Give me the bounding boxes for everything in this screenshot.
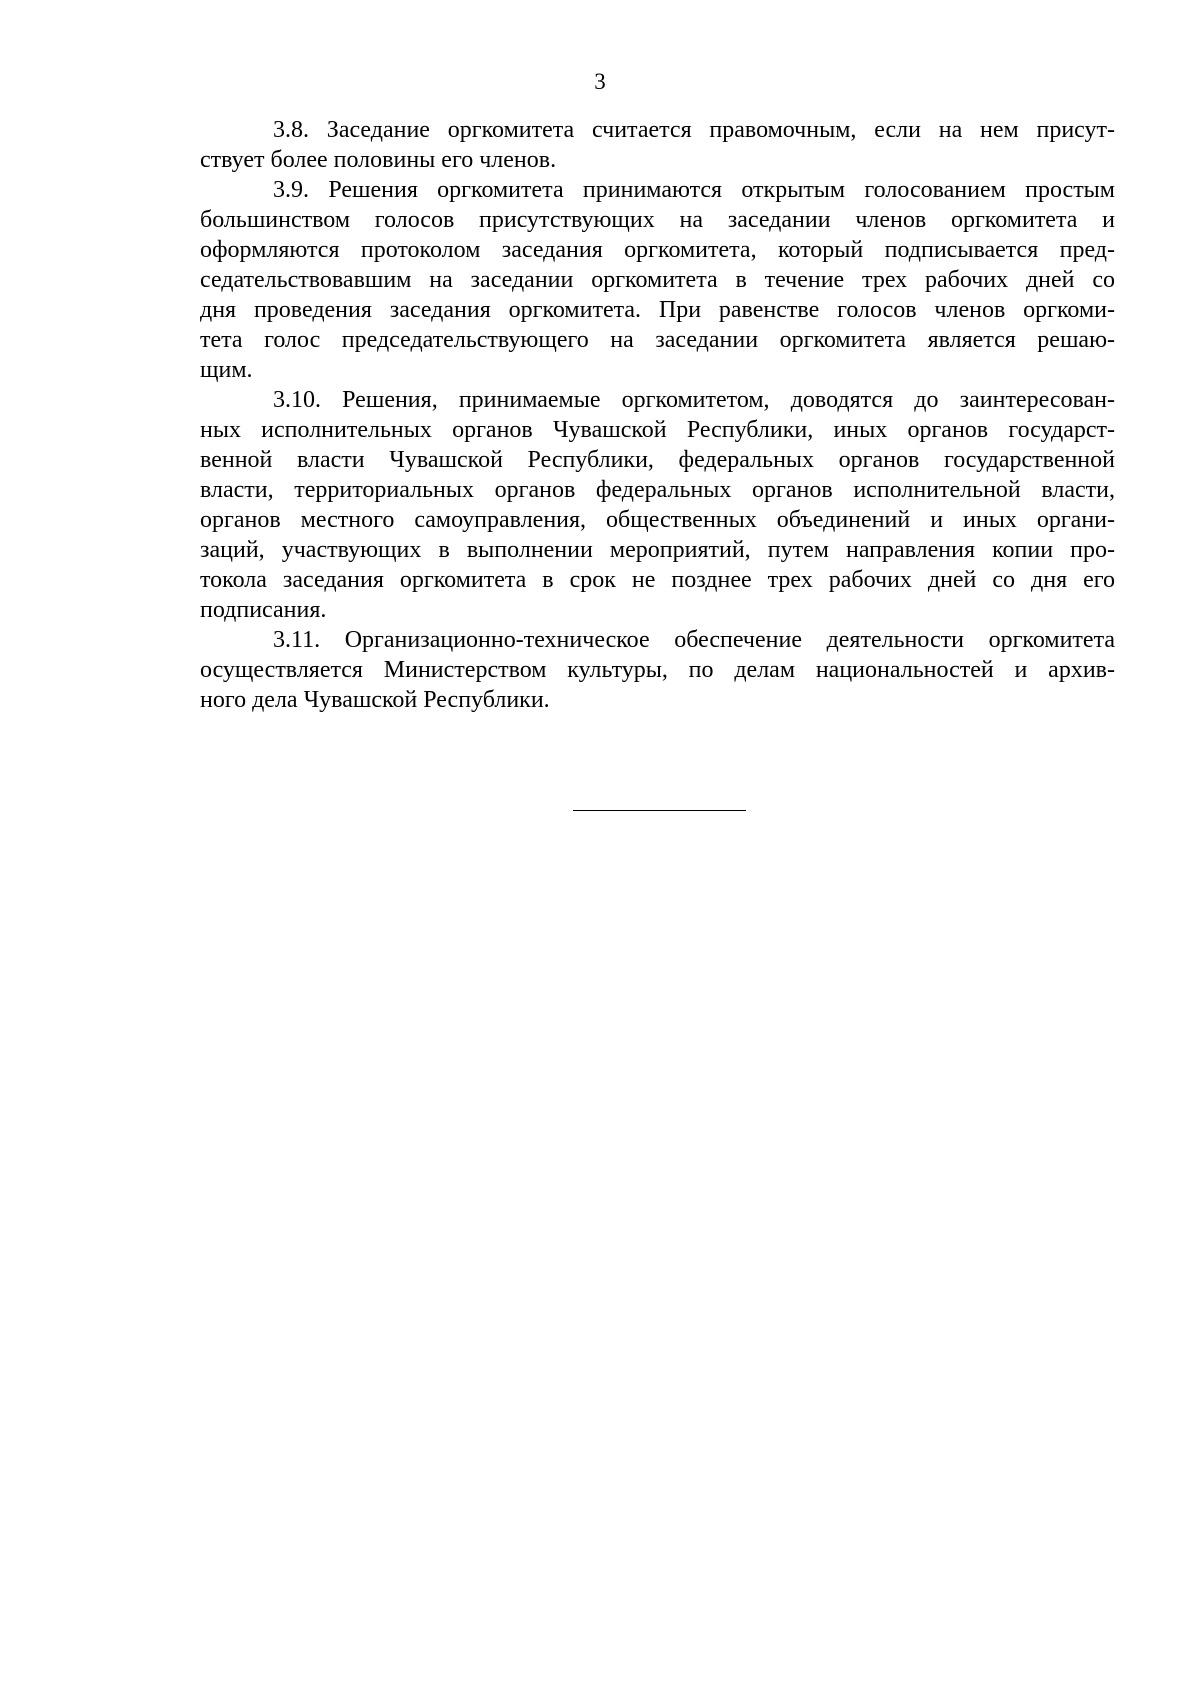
document-body	[200, 115, 1115, 715]
text-line: ных исполнительных органов Чувашской Республики, иных органов государст-	[200, 417, 1115, 443]
paragraph-3-10	[200, 385, 1115, 625]
text-line: осуществляется Министерством культуры, по делам национальностей и архив-	[200, 657, 1115, 683]
page-number: 3	[594, 69, 606, 94]
paragraph-3-9	[200, 175, 1115, 385]
text-line: 3.11. Организационно-техническое обеспечение деятельности оргкомитета	[273, 627, 1115, 653]
text-line: седательствовавшим на заседании оргкомитета в течение трех рабочих дней со	[200, 267, 1115, 293]
text-line: 3.9. Решения оргкомитета принимаются открытым голосованием простым	[273, 177, 1115, 203]
text-line: дня проведения заседания оргкомитета. При равенстве голосов членов оргкоми-	[200, 297, 1115, 323]
paragraph-3-8	[200, 115, 1115, 175]
text-line: 3.8. Заседание оргкомитета считается правомочным, если на нем присут-	[273, 117, 1115, 143]
end-of-document-rule	[573, 810, 746, 811]
text-line: заций, участвующих в выполнении мероприятий, путем направления копии про-	[200, 537, 1115, 563]
text-line: щим.	[200, 357, 253, 383]
text-line: власти, территориальных органов федеральных органов исполнительной власти,	[200, 477, 1115, 503]
text-line: ствует более половины его членов.	[200, 147, 557, 173]
text-line: большинством голосов присутствующих на заседании членов оргкомитета и	[200, 207, 1115, 233]
text-line: 3.10. Решения, принимаемые оргкомитетом, доводятся до заинтересован-	[273, 387, 1115, 413]
text-line: венной власти Чувашской Республики, федеральных органов государственной	[200, 447, 1115, 473]
text-line: токола заседания оргкомитета в срок не позднее трех рабочих дней со дня его	[200, 567, 1115, 593]
text-line: оформляются протоколом заседания оргкомитета, который подписывается пред-	[200, 237, 1115, 263]
text-line: органов местного самоуправления, общественных объединений и иных органи-	[200, 507, 1115, 533]
text-line: ного дела Чувашской Республики.	[200, 687, 550, 713]
paragraph-3-11	[200, 625, 1115, 715]
text-line: тета голос председательствующего на заседании оргкомитета является решаю-	[200, 327, 1115, 353]
text-line: подписания.	[200, 597, 327, 623]
